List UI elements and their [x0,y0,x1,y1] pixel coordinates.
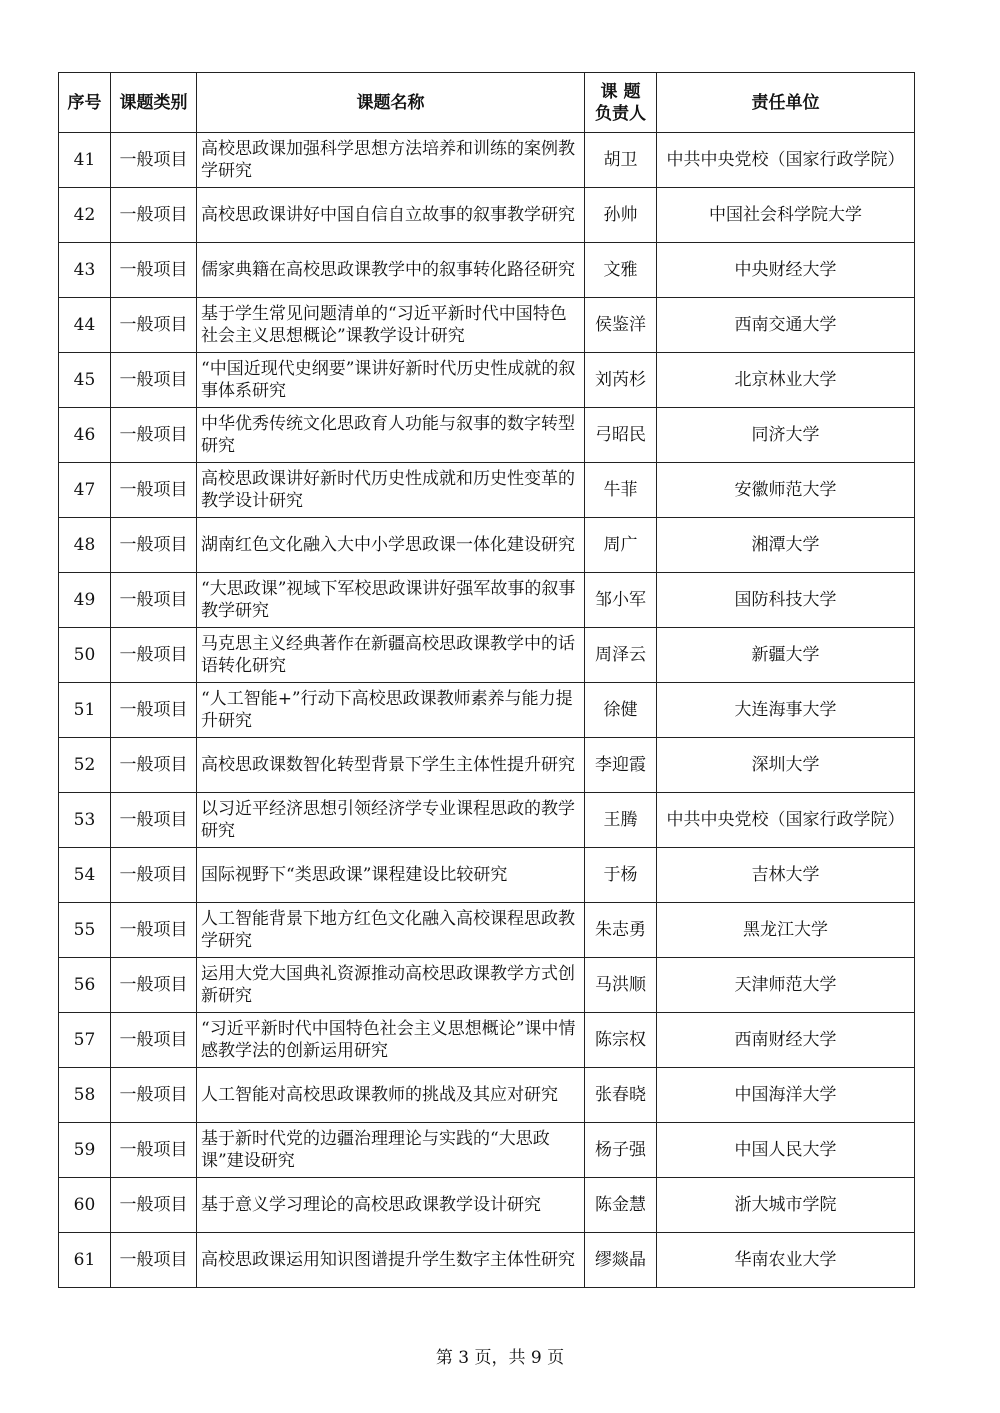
cell-no: 57 [59,1013,111,1068]
cell-leader: 朱志勇 [585,903,657,958]
cell-unit: 天津师范大学 [657,958,915,1013]
cell-leader: 侯鉴洋 [585,298,657,353]
cell-leader: 邹小军 [585,573,657,628]
cell-unit: 西南财经大学 [657,1013,915,1068]
cell-unit: 湘潭大学 [657,518,915,573]
cell-leader: 陈金慧 [585,1178,657,1233]
cell-unit: 中共中央党校（国家行政学院） [657,133,915,188]
cell-title: “习近平新时代中国特色社会主义思想概论”课中情感教学法的创新运用研究 [197,1013,585,1068]
table-row [59,683,915,738]
table-row [59,1013,915,1068]
cell-leader: 周广 [585,518,657,573]
cell-category: 一般项目 [111,133,197,188]
table-row [59,353,915,408]
cell-leader: 徐健 [585,683,657,738]
cell-no: 43 [59,243,111,298]
cell-category: 一般项目 [111,408,197,463]
table-row [59,958,915,1013]
cell-no: 46 [59,408,111,463]
table-row [59,738,915,793]
cell-no: 45 [59,353,111,408]
cell-title: 儒家典籍在高校思政课教学中的叙事转化路径研究 [197,243,585,298]
cell-title: 人工智能背景下地方红色文化融入高校课程思政教学研究 [197,903,585,958]
cell-leader: 胡卫 [585,133,657,188]
cell-category: 一般项目 [111,1233,197,1288]
cell-unit: 中国海洋大学 [657,1068,915,1123]
cell-leader: 文雅 [585,243,657,298]
cell-no: 51 [59,683,111,738]
cell-title: 马克思主义经典著作在新疆高校思政课教学中的话语转化研究 [197,628,585,683]
cell-no: 44 [59,298,111,353]
cell-leader: 牛菲 [585,463,657,518]
cell-no: 56 [59,958,111,1013]
cell-unit: 大连海事大学 [657,683,915,738]
cell-category: 一般项目 [111,353,197,408]
cell-unit: 深圳大学 [657,738,915,793]
cell-category: 一般项目 [111,1068,197,1123]
cell-no: 48 [59,518,111,573]
header-title: 课题名称 [197,73,585,133]
cell-no: 53 [59,793,111,848]
cell-category: 一般项目 [111,1123,197,1178]
cell-title: 基于意义学习理论的高校思政课教学设计研究 [197,1178,585,1233]
cell-category: 一般项目 [111,738,197,793]
cell-title: “大思政课”视域下军校思政课讲好强军故事的叙事教学研究 [197,573,585,628]
cell-no: 49 [59,573,111,628]
cell-title: 基于学生常见问题清单的“习近平新时代中国特色社会主义思想概论”课教学设计研究 [197,298,585,353]
table-row [59,518,915,573]
header-category: 课题类别 [111,73,197,133]
header-leader-line2: 负责人 [595,103,646,124]
table-row [59,1178,915,1233]
cell-unit: 中共中央党校（国家行政学院） [657,793,915,848]
table-row [59,243,915,298]
cell-category: 一般项目 [111,1178,197,1233]
cell-unit: 安徽师范大学 [657,463,915,518]
cell-leader: 孙帅 [585,188,657,243]
cell-no: 52 [59,738,111,793]
cell-leader: 陈宗权 [585,1013,657,1068]
cell-unit: 同济大学 [657,408,915,463]
cell-title: 运用大党大国典礼资源推动高校思政课教学方式创新研究 [197,958,585,1013]
cell-leader: 王腾 [585,793,657,848]
cell-leader: 周泽云 [585,628,657,683]
cell-unit: 黑龙江大学 [657,903,915,958]
table-body [59,133,915,1288]
cell-no: 55 [59,903,111,958]
cell-category: 一般项目 [111,958,197,1013]
table-row [59,408,915,463]
cell-title: 国际视野下“类思政课”课程建设比较研究 [197,848,585,903]
cell-unit: 中国人民大学 [657,1123,915,1178]
table-row [59,793,915,848]
table-row [59,133,915,188]
cell-title: 高校思政课数智化转型背景下学生主体性提升研究 [197,738,585,793]
cell-leader: 李迎霞 [585,738,657,793]
header-unit: 责任单位 [657,73,915,133]
table-row [59,628,915,683]
cell-unit: 浙大城市学院 [657,1178,915,1233]
cell-no: 61 [59,1233,111,1288]
cell-leader: 于杨 [585,848,657,903]
page-footer: 第 3 页，共 9 页 [435,1348,565,1368]
cell-leader: 杨子强 [585,1123,657,1178]
cell-title: 高校思政课运用知识图谱提升学生数字主体性研究 [197,1233,585,1288]
cell-category: 一般项目 [111,188,197,243]
table-row [59,463,915,518]
cell-unit: 吉林大学 [657,848,915,903]
table-row [59,298,915,353]
cell-unit: 中央财经大学 [657,243,915,298]
cell-leader: 马洪顺 [585,958,657,1013]
cell-no: 58 [59,1068,111,1123]
cell-category: 一般项目 [111,243,197,298]
cell-title: 高校思政课加强科学思想方法培养和训练的案例教学研究 [197,133,585,188]
cell-no: 47 [59,463,111,518]
cell-title: 高校思政课讲好新时代历史性成就和历史性变革的教学设计研究 [197,463,585,518]
cell-title: 基于新时代党的边疆治理理论与实践的“大思政课”建设研究 [197,1123,585,1178]
cell-leader: 张春晓 [585,1068,657,1123]
cell-unit: 西南交通大学 [657,298,915,353]
cell-leader: 刘芮杉 [585,353,657,408]
table-row [59,1068,915,1123]
header-leader [585,73,657,133]
cell-unit: 国防科技大学 [657,573,915,628]
cell-category: 一般项目 [111,298,197,353]
table-row [59,1233,915,1288]
table-row [59,903,915,958]
cell-category: 一般项目 [111,518,197,573]
header-row [59,73,915,133]
cell-category: 一般项目 [111,628,197,683]
cell-unit: 中国社会科学院大学 [657,188,915,243]
cell-category: 一般项目 [111,793,197,848]
table-row [59,848,915,903]
cell-title: “中国近现代史纲要”课讲好新时代历史性成就的叙事体系研究 [197,353,585,408]
cell-no: 41 [59,133,111,188]
cell-no: 60 [59,1178,111,1233]
cell-category: 一般项目 [111,848,197,903]
cell-title: “人工智能+”行动下高校思政课教师素养与能力提升研究 [197,683,585,738]
cell-leader: 缪燚晶 [585,1233,657,1288]
cell-unit: 华南农业大学 [657,1233,915,1288]
cell-unit: 新疆大学 [657,628,915,683]
header-leader-line1: 课 题 [600,81,641,102]
cell-no: 54 [59,848,111,903]
table-row [59,188,915,243]
cell-no: 59 [59,1123,111,1178]
cell-title: 以习近平经济思想引领经济学专业课程思政的教学研究 [197,793,585,848]
project-table [58,72,915,1288]
table-row [59,573,915,628]
cell-title: 湖南红色文化融入大中小学思政课一体化建设研究 [197,518,585,573]
cell-no: 42 [59,188,111,243]
cell-title: 中华优秀传统文化思政育人功能与叙事的数字转型研究 [197,408,585,463]
table-row [59,1123,915,1178]
cell-category: 一般项目 [111,903,197,958]
cell-category: 一般项目 [111,1013,197,1068]
cell-category: 一般项目 [111,463,197,518]
cell-title: 高校思政课讲好中国自信自立故事的叙事教学研究 [197,188,585,243]
header-no: 序号 [59,73,111,133]
cell-category: 一般项目 [111,683,197,738]
cell-leader: 弓昭民 [585,408,657,463]
cell-category: 一般项目 [111,573,197,628]
cell-title: 人工智能对高校思政课教师的挑战及其应对研究 [197,1068,585,1123]
cell-no: 50 [59,628,111,683]
cell-unit: 北京林业大学 [657,353,915,408]
